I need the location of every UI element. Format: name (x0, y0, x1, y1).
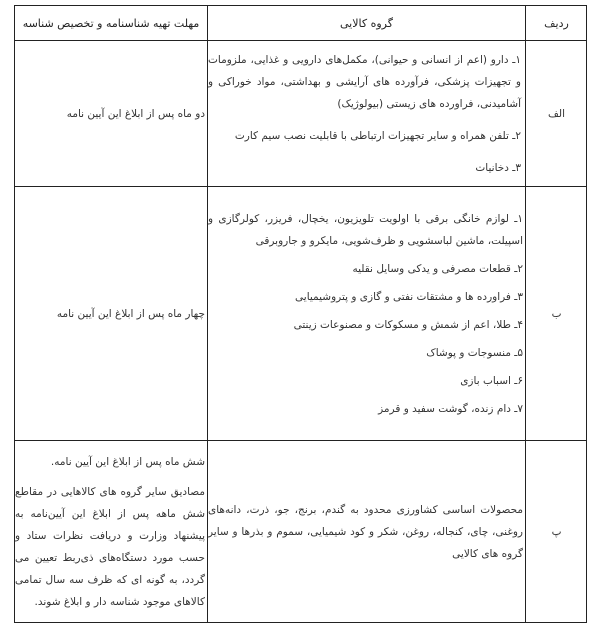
deadline-text: چهار ماه پس از ابلاغ این آیین نامه (56, 307, 205, 320)
deadline-note: مصادیق سایر گروه های کالاهایی در مقاطع شش ماهه پس از ابلاغ این آیین‌نامه به پیشنهاد وزارت و دریافت نظرات ستاد و حسب مورد دستگاه‌های ذی‌ربط تعیین می گردد، به گونه ای که ظرف سه سال تمامی کالاهای موجود شناسه دار و ابلاغ شوند. (15, 486, 205, 608)
deadline-text: دو ماه پس از ابلاغ این آیین نامه (66, 107, 205, 120)
commodity-list (208, 187, 525, 440)
header-deadline: مهلت تهیه شناسنامه و تخصیص شناسه (22, 16, 200, 30)
deadline-cell (15, 41, 207, 186)
row-id: الف (548, 107, 565, 120)
commodity-item: ۶ـ اسباب بازی (460, 374, 523, 387)
commodity-item: ۱ـ لوازم خانگی برقی با اولویت تلویزیون، یخچال، فریزر، کولرگازی و اسپیلت، ماشین لباسشویی و ظرف‌شویی، مایکرو و جاروبرقی (208, 212, 523, 247)
header-commodity-group: گروه کالایی (340, 16, 393, 30)
deadline-cell (15, 187, 207, 440)
commodity-list (208, 441, 525, 623)
deadline-cell (15, 441, 207, 623)
commodity-item: ۲ـ قطعات مصرفی و یدکی وسایل نقلیه (352, 262, 523, 275)
header-row-number: ردیف (544, 16, 569, 30)
commodity-item: ۴ـ طلا، اعم از شمش و مسکوکات و مصنوعات زینتی (293, 318, 523, 331)
deadline-text: شش ماه پس از ابلاغ این آیین نامه. (50, 456, 205, 468)
commodity-item: ۲ـ تلفن همراه و سایر تجهیزات ارتباطی با قابلیت نصب سیم کارت (234, 129, 521, 142)
commodity-item: محصولات اساسی کشاورزی محدود به گندم، برنج، جو، ذرت، دانه‌های روغنی، چای، کنجاله، روغن، شکر و کود شیمیایی، سموم و بذرها و سایر گروه های کالایی (208, 504, 523, 560)
commodity-item: ۳ـ دخانیات (475, 161, 521, 174)
commodity-list (208, 41, 525, 186)
commodity-item: ۵ـ منسوجات و پوشاک (426, 346, 523, 359)
commodity-item: ۳ـ فراورده ها و مشتقات نفتی و گازی و پتروشیمیایی (295, 290, 523, 303)
commodity-item: ۷ـ دام زنده، گوشت سفید و قرمز (378, 402, 523, 415)
row-id: ب (551, 307, 562, 320)
commodity-deadline-table (14, 5, 587, 623)
commodity-item: ۱ـ دارو (اعم از انسانی و حیوانی)، مکمل‌های دارویی و غذایی، ملزومات و تجهیزات پزشکی، فرآورده های آرایشی و بهداشتی، مواد خوراکی و آشامیدنی، فراورده های زیستی (بیولوژیک) (208, 53, 521, 110)
row-id: پ (551, 526, 562, 538)
